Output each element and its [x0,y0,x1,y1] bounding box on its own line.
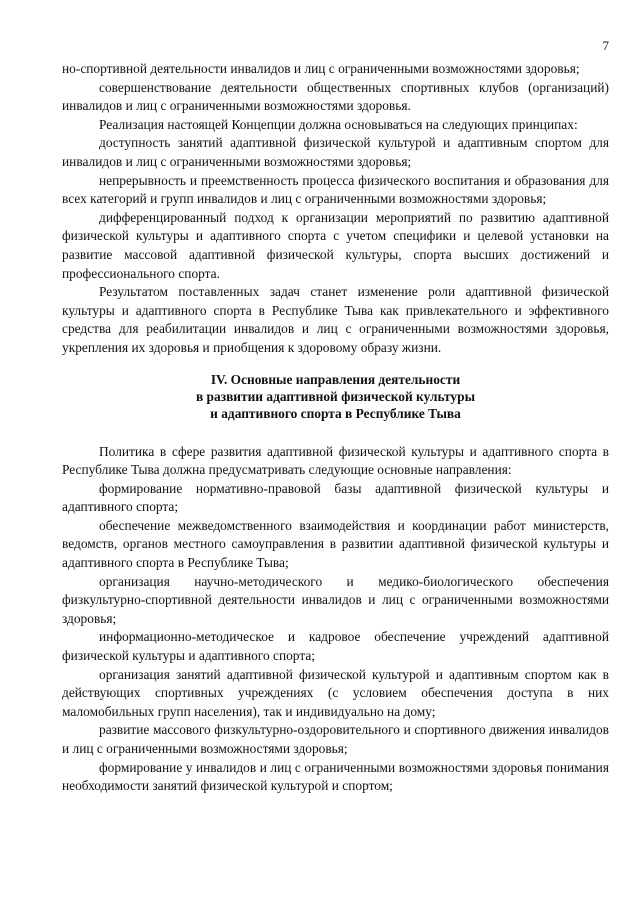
section-heading-line: в развитии адаптивной физической культуры [195,388,476,404]
paragraph: дифференцированный подход к организации мероприятий по развитию адаптивной физической культуры и адаптивного спорта с учетом специфики и целевой установки на развитие массовой адаптивной физической культуры, спорта высших достижений и профессионального спорта. [62,209,609,281]
document-page [62,0,609,905]
section-heading-line: и адаптивного спорта в Республике Тыва [210,405,461,421]
paragraph: доступность занятий адаптивной физической культурой и адаптивным спортом для инвалидов и лиц с ограниченными возможностями здоровья; [62,135,609,169]
paragraph: непрерывность и преемственность процесса физического воспитания и образования для всех категорий и групп инвалидов и лиц с ограниченными возможностями здоровья; [62,172,609,207]
paragraph: формирование нормативно-правовой базы адаптивной физической культуры и адаптивного спорта; [62,480,609,515]
paragraph: обеспечение межведомственного взаимодействия и координации работ министерств, ведомств, органов местного самоуправления в развитии адаптивной физической культуры и адаптивного спорта в Республике Тыва; [62,517,609,571]
section-heading-line: IV. Основные направления деятельности [210,371,461,387]
paragraph: совершенствование деятельности общественных спортивных клубов (организаций) инвалидов и лиц с ограниченными возможностями здоровья. [62,79,609,114]
paragraph: организация научно-методического и медико-биологического обеспечения физкультурно-спортивной деятельности инвалидов и лиц с ограниченными возможностями здоровья; [62,573,609,626]
paragraph: Результатом поставленных задач станет изменение роли адаптивной физической культуры и адаптивного спорта в Республике Тыва как привлекательного и эффективного средства для реабилитации инвалидов и лиц с ограниченными возможностями здоровья, укрепления их здоровья и приобщения к здоровому образу жизни. [62,284,609,355]
paragraph: организация занятий адаптивной физической культурой и адаптивным спортом как в действующих спортивных учреждениях (с условием обеспечения доступа в них маломобильных групп населения), так и индивидуально на дому; [62,666,609,719]
section-heading [62,371,609,422]
page-number: 7 [602,38,609,53]
paragraph: Политика в сфере развития адаптивной физической культуры и адаптивного спорта в Республике Тыва должна предусматривать следующие основные направления: [62,443,609,478]
paragraph: но-спортивной деятельности инвалидов и лиц с ограниченными возможностями здоровья; [62,61,580,76]
paragraph: развитие массового физкультурно-оздоровительного и спортивного движения инвалидов и лиц с ограниченными возможностями здоровья; [62,722,609,756]
paragraph: информационно-методическое и кадровое обеспечение учреждений адаптивной физической культуры и адаптивного спорта; [62,629,609,664]
document-body [62,60,609,796]
paragraph: формирование у инвалидов и лиц с ограниченными возможностями здоровья понимания необходимости занятий физической культурой и спортом; [62,759,609,794]
paragraph: Реализация настоящей Концепции должна основываться на следующих принципах: [99,116,578,132]
